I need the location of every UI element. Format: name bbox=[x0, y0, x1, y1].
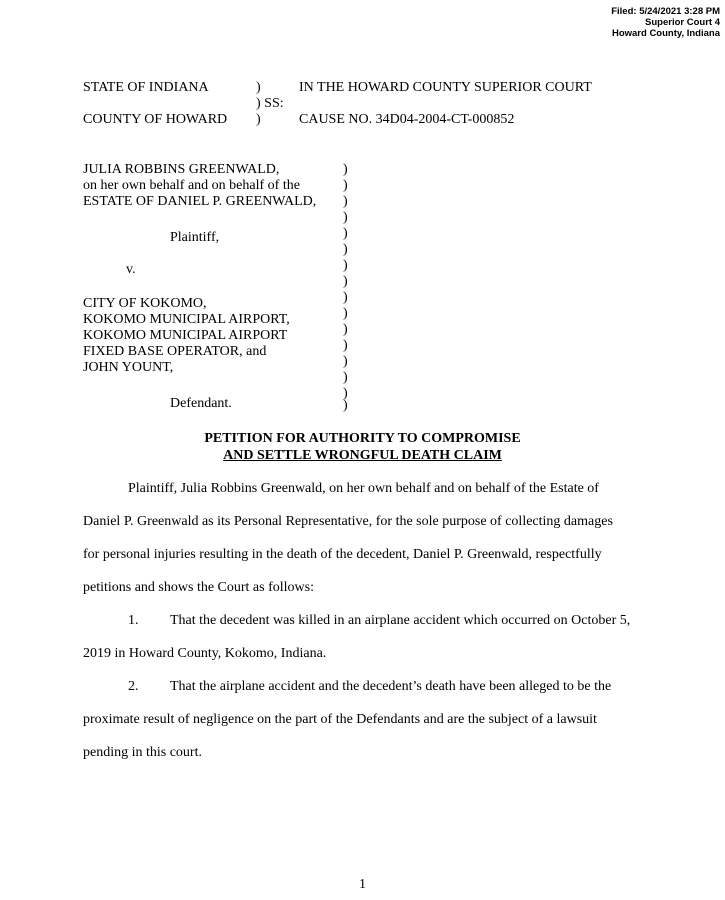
filed-court: Superior Court 4 bbox=[645, 17, 720, 28]
intro-line: Plaintiff, Julia Robbins Greenwald, on her own behalf and on behalf of the Estate of bbox=[128, 481, 599, 496]
caption-paren: ) bbox=[343, 290, 348, 305]
defendant-line: FIXED BASE OPERATOR, and bbox=[83, 344, 267, 359]
petition-title-line1: PETITION FOR AUTHORITY TO COMPROMISE bbox=[204, 431, 521, 446]
intro-line: petitions and shows the Court as follows: bbox=[83, 580, 314, 595]
item-text: 2019 in Howard County, Kokomo, Indiana. bbox=[83, 646, 327, 661]
filed-county: Howard County, Indiana bbox=[611, 28, 720, 39]
caption-paren: ) bbox=[343, 242, 348, 257]
header-paren: ) bbox=[256, 80, 261, 95]
item-text: That the airplane accident and the decedent’s death have been alleged to be the bbox=[170, 679, 612, 694]
state-label: STATE OF INDIANA bbox=[83, 80, 209, 95]
defendant-line: CITY OF KOKOMO, bbox=[83, 296, 207, 311]
cause-number: CAUSE NO. 34D04-2004-CT-000852 bbox=[299, 112, 515, 127]
defendant-line: KOKOMO MUNICIPAL AIRPORT, bbox=[83, 312, 290, 327]
plaintiff-line: on her own behalf and on behalf of the bbox=[83, 178, 300, 193]
item-text: proximate result of negligence on the part of the Defendants and are the subject of a lawsuit bbox=[83, 712, 597, 727]
intro-line: Daniel P. Greenwald as its Personal Representative, for the sole purpose of collecting damages bbox=[83, 514, 613, 529]
caption-paren: ) bbox=[343, 370, 348, 385]
caption-paren: ) bbox=[343, 178, 348, 193]
plaintiff-line: ESTATE OF DANIEL P. GREENWALD, bbox=[83, 194, 317, 209]
header-paren: ) bbox=[256, 112, 261, 127]
petition-title-line2-wrap bbox=[0, 447, 725, 464]
defendant-line: KOKOMO MUNICIPAL AIRPORT bbox=[83, 328, 288, 343]
defendant-label: Defendant. bbox=[170, 396, 232, 411]
caption-paren: ) bbox=[343, 386, 348, 401]
caption-paren: ) bbox=[343, 162, 348, 177]
caption-paren: ) bbox=[343, 322, 348, 337]
filed-timestamp: Filed: 5/24/2021 3:28 PM bbox=[611, 6, 720, 17]
caption-paren: ) bbox=[343, 306, 348, 321]
county-label: COUNTY OF HOWARD bbox=[83, 112, 228, 127]
caption-paren: ) bbox=[343, 258, 348, 273]
plaintiff-label: Plaintiff, bbox=[170, 230, 220, 245]
court-name: IN THE HOWARD COUNTY SUPERIOR COURT bbox=[299, 80, 592, 95]
item-number: 2. bbox=[128, 679, 139, 694]
item-text: That the decedent was killed in an airplane accident which occurred on October 5, bbox=[170, 613, 631, 628]
caption-paren: ) bbox=[343, 354, 348, 369]
item-number: 1. bbox=[128, 613, 139, 628]
caption-paren: ) bbox=[343, 210, 348, 225]
filing-stamp bbox=[611, 6, 720, 39]
plaintiff-line: JULIA ROBBINS GREENWALD, bbox=[83, 162, 280, 177]
defendant-line: JOHN YOUNT, bbox=[83, 360, 174, 375]
petition-title-line2: AND SETTLE WRONGFUL DEATH CLAIM bbox=[223, 448, 502, 463]
caption-paren: ) bbox=[343, 338, 348, 353]
ss-label: ) SS: bbox=[256, 96, 284, 111]
caption-paren: ) bbox=[343, 274, 348, 289]
intro-line: for personal injuries resulting in the death of the decedent, Daniel P. Greenwald, respectfully bbox=[83, 547, 602, 562]
page-number: 1 bbox=[359, 877, 366, 892]
caption-paren: ) bbox=[343, 226, 348, 241]
caption-paren: ) bbox=[343, 194, 348, 209]
item-text: pending in this court. bbox=[83, 745, 202, 760]
caption-paren: ) bbox=[343, 398, 348, 413]
versus-label: v. bbox=[126, 262, 136, 277]
